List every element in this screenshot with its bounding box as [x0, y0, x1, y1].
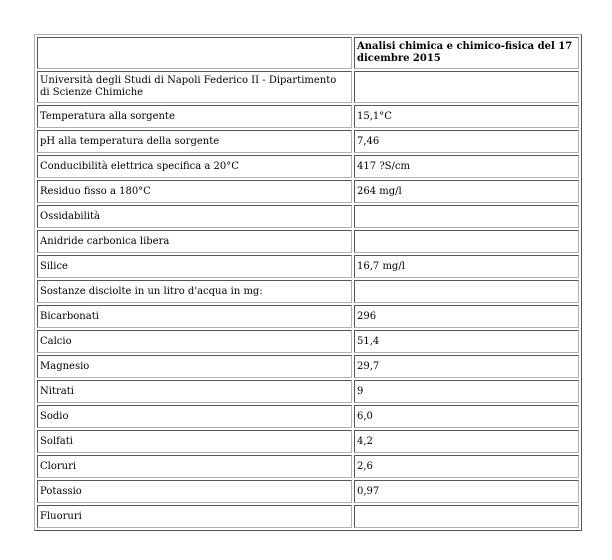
value-cell: 9 [354, 380, 579, 403]
header-analysis-title: Analisi chimica e chimico-fisica del 17 dicembre 2015 [354, 37, 579, 69]
param-cell: Bicarbonati [37, 305, 352, 328]
param-cell: Magnesio [37, 355, 352, 378]
table-row [37, 405, 579, 428]
table-row [37, 255, 579, 278]
table-header-row [37, 37, 579, 69]
header-left-cell [37, 37, 352, 69]
table-row [37, 505, 579, 528]
value-cell: 6,0 [354, 405, 579, 428]
table-row [37, 130, 579, 153]
param-cell: Sodio [37, 405, 352, 428]
param-cell: pH alla temperatura della sorgente [37, 130, 352, 153]
value-cell: 4,2 [354, 430, 579, 453]
value-cell: 51,4 [354, 330, 579, 353]
table-row [37, 71, 579, 103]
table-row [37, 180, 579, 203]
value-cell: 15,1°C [354, 105, 579, 128]
analysis-table-container [34, 34, 582, 531]
table-row [37, 280, 579, 303]
param-cell: Temperatura alla sorgente [37, 105, 352, 128]
value-cell: 0,97 [354, 480, 579, 503]
table-row [37, 355, 579, 378]
table-row [37, 380, 579, 403]
param-cell: Solfati [37, 430, 352, 453]
param-cell: Fluoruri [37, 505, 352, 528]
param-cell: Calcio [37, 330, 352, 353]
water-analysis-table [34, 34, 582, 531]
table-row [37, 430, 579, 453]
value-cell: 29,7 [354, 355, 579, 378]
param-cell: Conducibilità elettrica specifica a 20°C [37, 155, 352, 178]
value-cell [354, 280, 579, 303]
value-cell: 264 mg/l [354, 180, 579, 203]
value-cell [354, 205, 579, 228]
param-cell: Potassio [37, 480, 352, 503]
value-cell [354, 230, 579, 253]
param-cell: Cloruri [37, 455, 352, 478]
value-cell: 417 ?S/cm [354, 155, 579, 178]
table-row [37, 455, 579, 478]
param-cell: Nitrati [37, 380, 352, 403]
param-cell: Anidride carbonica libera [37, 230, 352, 253]
param-cell: Silice [37, 255, 352, 278]
value-cell [354, 505, 579, 528]
table-row [37, 305, 579, 328]
value-cell [354, 71, 579, 103]
param-cell: Ossidabilità [37, 205, 352, 228]
table-row [37, 230, 579, 253]
value-cell: 7,46 [354, 130, 579, 153]
param-cell: Sostanze disciolte in un litro d'acqua in mg: [37, 280, 352, 303]
table-row [37, 155, 579, 178]
value-cell: 296 [354, 305, 579, 328]
param-cell: Università degli Studi di Napoli Federico II - Dipartimento di Scienze Chimiche [37, 71, 352, 103]
table-row [37, 480, 579, 503]
table-row [37, 330, 579, 353]
param-cell: Residuo fisso a 180°C [37, 180, 352, 203]
table-row [37, 105, 579, 128]
table-row [37, 205, 579, 228]
value-cell: 2,6 [354, 455, 579, 478]
value-cell: 16,7 mg/l [354, 255, 579, 278]
